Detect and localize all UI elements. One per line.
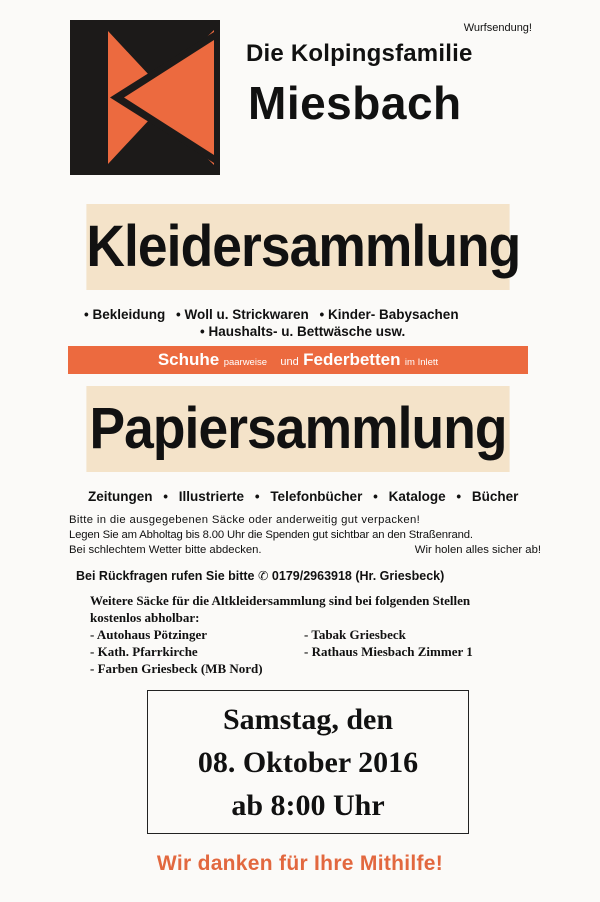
shoes-feathers-bar <box>68 346 528 374</box>
paper-item: Bücher <box>471 489 519 504</box>
paper-items-row <box>88 489 518 504</box>
mailing-note: Wurfsendung! <box>463 22 532 34</box>
date-line: Samstag, den <box>222 703 394 736</box>
feathers-note: im Inlett <box>404 357 439 368</box>
clothing-item: • Bekleidung <box>84 307 166 322</box>
contact-line: Bei Rückfragen rufen Sie bitte ✆ 0179/2963918 (Hr. Griesbeck) <box>76 569 445 583</box>
clothing-item: • Haushalts- u. Bettwäsche usw. <box>200 324 406 339</box>
kolping-logo <box>70 20 220 175</box>
bullet: • <box>373 489 378 504</box>
feathers-label: Federbetten <box>303 350 401 369</box>
pickup-location: - Farben Griesbeck (MB Nord) <box>90 661 263 676</box>
instruction-line: Legen Sie am Abholtag bis 8.00 Uhr die Spenden gut sichtbar an den Straßenrand. <box>69 529 473 541</box>
date-line: ab 8:00 Uhr <box>231 789 385 822</box>
extra-bags-intro: kostenlos abholbar: <box>90 610 200 625</box>
instruction-line: Bei schlechtem Wetter bitte abdecken. <box>69 544 262 556</box>
pickup-location: - Kath. Pfarrkirche <box>90 644 198 659</box>
shoes-label: Schuhe <box>157 350 220 369</box>
pickup-location: - Tabak Griesbeck <box>304 627 406 642</box>
paper-item: Zeitungen <box>88 489 153 504</box>
extra-bags-section <box>90 592 550 677</box>
clothing-item: • Woll u. Strickwaren <box>176 307 309 322</box>
shoes-note: paarweise <box>223 357 267 368</box>
instruction-line: Wir holen alles sicher ab! <box>414 544 541 556</box>
instruction-line: Bitte in die ausgegebenen Säcke oder anderweitig gut verpacken! <box>69 514 421 526</box>
bullet: • <box>456 489 462 504</box>
bullet: • <box>163 489 168 504</box>
pickup-location: - Rathaus Miesbach Zimmer 1 <box>304 644 473 659</box>
pickup-location: - Autohaus Pötzinger <box>90 627 207 642</box>
paper-item: Illustrierte <box>178 489 245 504</box>
extra-bags-intro: Weitere Säcke für die Altkleidersammlung sind bei folgenden Stellen <box>90 593 471 608</box>
date-box <box>147 690 469 834</box>
paper-item: Telefonbücher <box>270 489 363 504</box>
bullet: • <box>254 489 260 504</box>
org-name-line2: Miesbach <box>248 77 462 129</box>
instructions <box>69 513 541 558</box>
clothing-items-row2 <box>200 324 405 339</box>
paper-item: Kataloge <box>388 489 446 504</box>
thanks-message: Wir danken für Ihre Mithilfe! <box>156 852 444 875</box>
date-line: 08. Oktober 2016 <box>197 746 419 779</box>
clothing-item: • Kinder- Babysachen <box>319 307 459 322</box>
clothing-items-row1 <box>84 307 459 322</box>
org-name-line1: Die Kolpingsfamilie <box>246 40 473 67</box>
and-label: und <box>280 356 299 368</box>
clothing-collection-title: Kleidersammlung <box>86 204 509 290</box>
paper-collection-title: Papiersammlung <box>86 386 509 472</box>
